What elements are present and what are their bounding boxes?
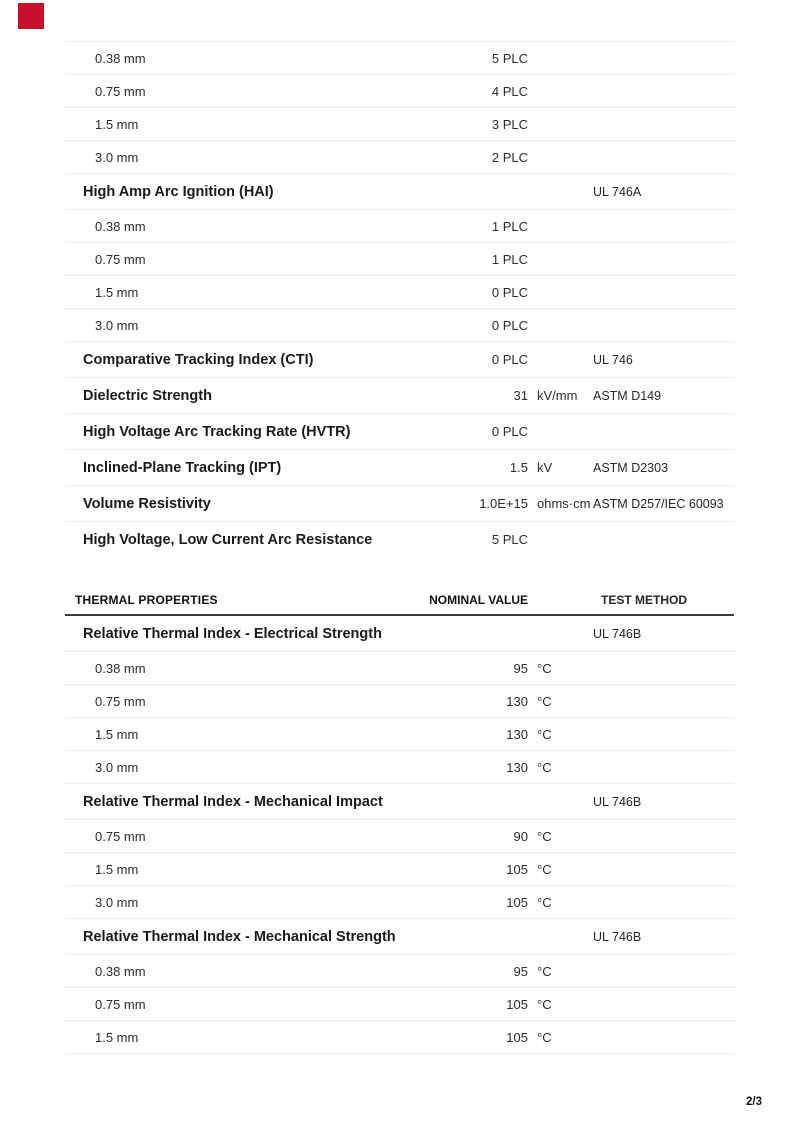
table-row xyxy=(65,74,734,107)
property-value: 95 xyxy=(513,660,528,676)
property-unit: ohms·cm xyxy=(537,496,591,511)
property-unit: kV/mm xyxy=(537,388,578,403)
property-value: 0 PLC xyxy=(491,352,528,367)
header-test-method-label: TEST METHOD xyxy=(601,593,687,607)
property-unit: °C xyxy=(537,726,552,742)
test-method: ASTM D2303 xyxy=(593,460,669,475)
property-label: 3.0 mm xyxy=(95,149,139,165)
property-label: High Voltage Arc Tracking Rate (HVTR) xyxy=(83,423,351,440)
property-label: 0.75 mm xyxy=(95,83,146,99)
property-value: 0 PLC xyxy=(491,424,528,439)
property-value: 3 PLC xyxy=(491,116,528,132)
property-label: 1.5 mm xyxy=(95,116,139,132)
property-value: 0 PLC xyxy=(491,284,528,300)
table-row xyxy=(65,413,734,449)
property-unit: °C xyxy=(537,894,552,910)
property-label: Inclined-Plane Tracking (IPT) xyxy=(83,459,282,476)
table-row xyxy=(65,885,734,918)
property-unit: kV xyxy=(537,460,553,475)
property-value: 90 xyxy=(513,828,528,844)
table-row xyxy=(65,209,734,242)
property-value: 105 xyxy=(506,894,528,910)
property-value: 105 xyxy=(506,996,528,1012)
property-label: Comparative Tracking Index (CTI) xyxy=(83,351,314,368)
property-value: 95 xyxy=(513,963,528,979)
property-value: 5 PLC xyxy=(491,50,528,66)
test-method: UL 746A xyxy=(593,184,642,199)
table-row xyxy=(65,651,734,684)
table-row xyxy=(65,173,734,209)
table-row xyxy=(65,616,734,651)
table-row xyxy=(65,717,734,750)
table-header-row xyxy=(65,586,734,616)
table-row xyxy=(65,684,734,717)
property-unit: °C xyxy=(537,963,552,979)
table-row xyxy=(65,750,734,783)
thermal-properties-table xyxy=(65,586,734,1054)
property-value: 1 PLC xyxy=(491,251,528,267)
property-label: 1.5 mm xyxy=(95,284,139,300)
property-value: 5 PLC xyxy=(491,532,528,547)
table-row xyxy=(65,308,734,341)
property-value: 1.5 xyxy=(509,460,528,475)
test-method: UL 746B xyxy=(593,929,642,944)
table-row xyxy=(65,783,734,819)
property-label: 0.75 mm xyxy=(95,251,146,267)
property-value: 105 xyxy=(506,1029,528,1045)
property-label: 0.38 mm xyxy=(95,50,146,66)
property-label: High Voltage, Low Current Arc Resistance xyxy=(83,531,373,548)
property-label: 3.0 mm xyxy=(95,894,139,910)
table-row xyxy=(65,918,734,954)
table-row xyxy=(65,140,734,173)
table-row xyxy=(65,954,734,987)
property-value: 0 PLC xyxy=(491,317,528,333)
property-label: 0.75 mm xyxy=(95,996,146,1012)
electrical-properties-table xyxy=(65,41,734,557)
property-label: 3.0 mm xyxy=(95,317,139,333)
property-label: High Amp Arc Ignition (HAI) xyxy=(83,183,274,200)
property-label: 0.38 mm xyxy=(95,660,146,676)
property-label: 0.75 mm xyxy=(95,828,146,844)
test-method: UL 746B xyxy=(593,626,642,641)
property-value: 130 xyxy=(506,759,528,775)
property-unit: °C xyxy=(537,693,552,709)
property-label: Dielectric Strength xyxy=(83,387,212,404)
test-method: UL 746B xyxy=(593,794,642,809)
property-unit: °C xyxy=(537,660,552,676)
test-method: ASTM D257/IEC 60093 xyxy=(593,496,724,511)
property-unit: °C xyxy=(537,861,552,877)
table-row xyxy=(65,275,734,308)
property-unit: °C xyxy=(537,828,552,844)
page-number: 2/3 xyxy=(746,1096,762,1108)
property-unit: °C xyxy=(537,759,552,775)
property-label: 1.5 mm xyxy=(95,861,139,877)
table-row xyxy=(65,485,734,521)
property-value: 130 xyxy=(506,693,528,709)
property-value: 105 xyxy=(506,861,528,877)
table-row xyxy=(65,819,734,852)
property-label: 0.75 mm xyxy=(95,693,146,709)
header-properties-label: THERMAL PROPERTIES xyxy=(75,593,218,607)
property-label: Relative Thermal Index - Mechanical Impact xyxy=(83,793,383,810)
table-row xyxy=(65,41,734,74)
table-row xyxy=(65,987,734,1020)
property-label: Relative Thermal Index - Mechanical Strength xyxy=(83,928,396,945)
property-label: 1.5 mm xyxy=(95,1029,139,1045)
test-method: ASTM D149 xyxy=(593,388,662,403)
property-value: 130 xyxy=(506,726,528,742)
property-label: 0.38 mm xyxy=(95,218,146,234)
property-unit: °C xyxy=(537,1029,552,1045)
table-row xyxy=(65,107,734,140)
table-row xyxy=(65,341,734,377)
table-row xyxy=(65,1020,734,1053)
property-value: 1.0E+15 xyxy=(479,496,528,511)
table-row xyxy=(65,449,734,485)
table-row xyxy=(65,852,734,885)
table-row xyxy=(65,242,734,275)
property-label: Volume Resistivity xyxy=(83,495,211,512)
test-method: UL 746 xyxy=(593,352,633,367)
property-value: 2 PLC xyxy=(491,149,528,165)
property-unit: °C xyxy=(537,996,552,1012)
property-label: 1.5 mm xyxy=(95,726,139,742)
property-value: 1 PLC xyxy=(491,218,528,234)
header-nominal-value-label: NOMINAL VALUE xyxy=(429,593,528,607)
property-label: Relative Thermal Index - Electrical Strength xyxy=(83,625,382,642)
property-value: 4 PLC xyxy=(491,83,528,99)
brand-logo xyxy=(18,3,44,29)
table-row xyxy=(65,521,734,557)
property-label: 0.38 mm xyxy=(95,963,146,979)
table-row xyxy=(65,377,734,413)
property-label: 3.0 mm xyxy=(95,759,139,775)
property-value: 31 xyxy=(513,388,528,403)
